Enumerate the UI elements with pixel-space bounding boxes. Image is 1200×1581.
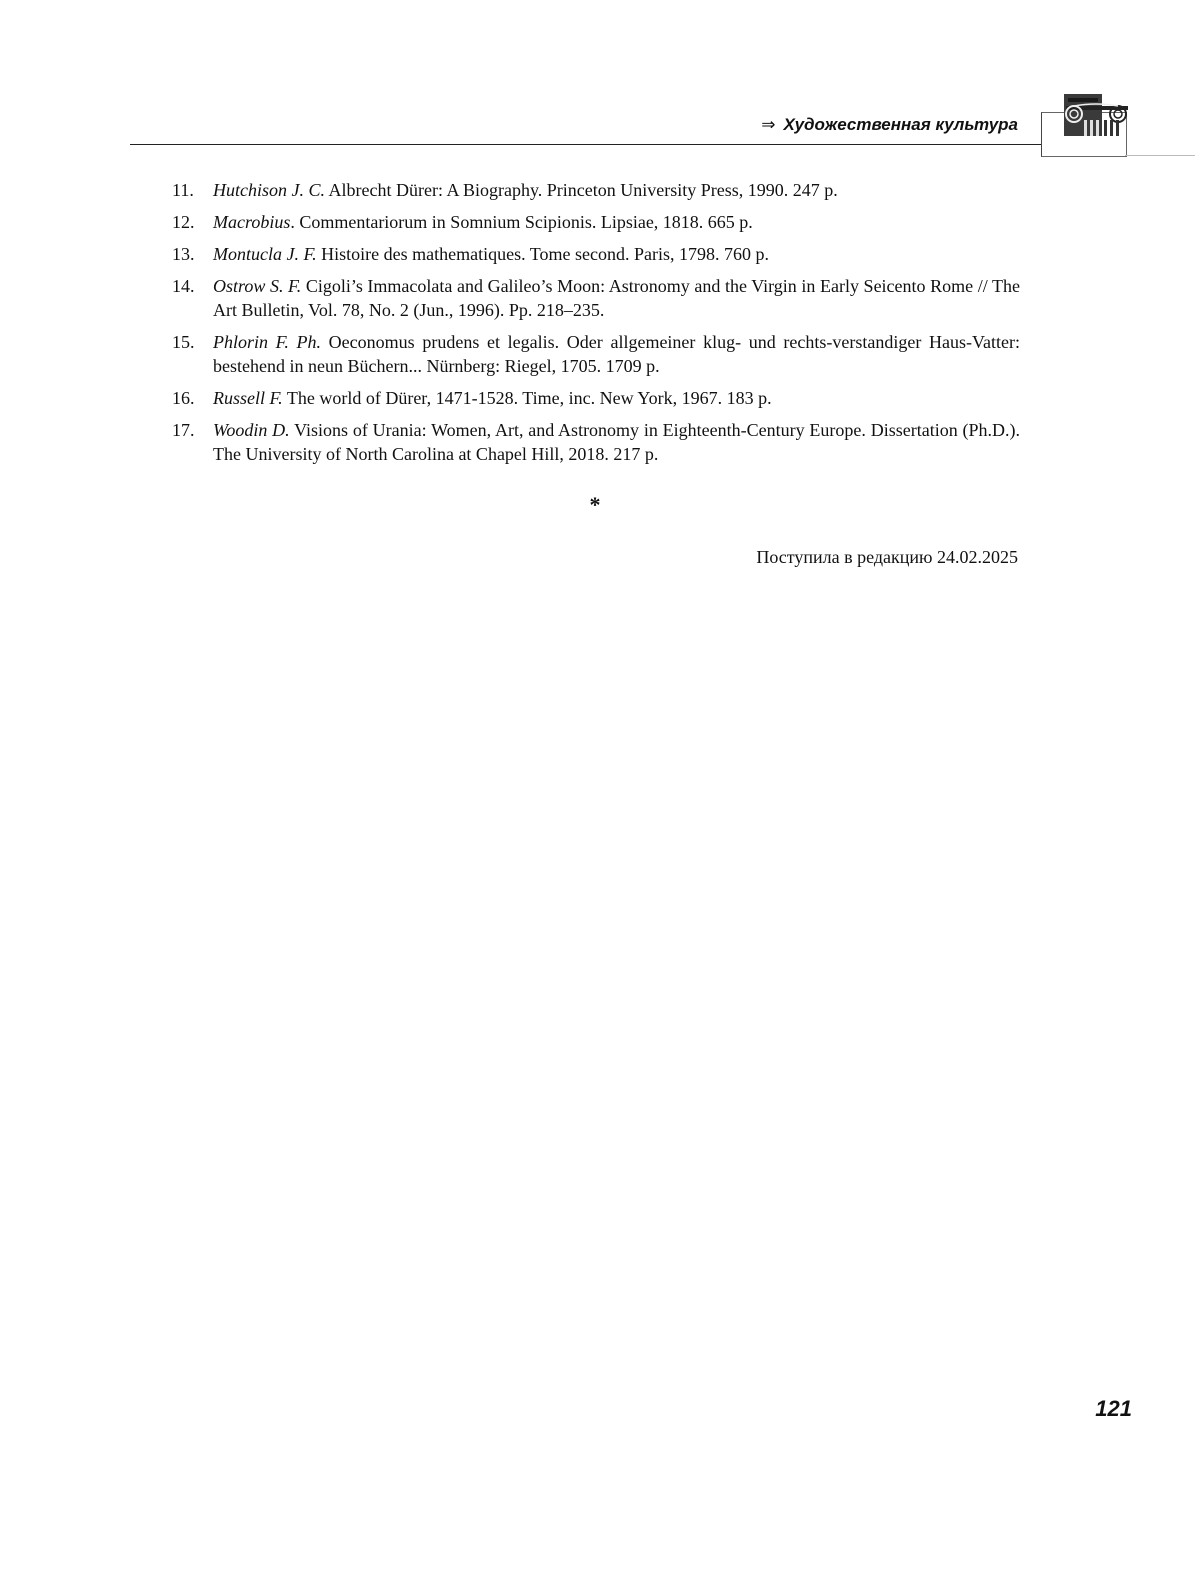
reference-item	[172, 386, 1020, 410]
received-date: Поступила в редакцию 24.02.2025	[756, 547, 1018, 567]
logo-frame-tail	[1125, 155, 1195, 156]
reference-author: Woodin D.	[213, 420, 290, 440]
reference-item	[172, 210, 1020, 234]
reference-text	[213, 178, 1020, 202]
header-rule	[130, 144, 1042, 145]
section-title: Художественная культура	[783, 115, 1018, 134]
reference-text	[213, 210, 1020, 234]
reference-text	[213, 386, 1020, 410]
reference-text	[213, 418, 1020, 466]
reference-body: The world of Dürer, 1471-1528. Time, inc. New York, 1967. 183 p.	[282, 388, 772, 408]
reference-body: Oeconomus prudens et legalis. Oder allgemeiner klug- und rechts-verstandiger Haus-Vatter: bestehend in neun Büchern... Nürnberg: Riegel, 1705. 1709 p.	[213, 332, 1020, 376]
reference-number: 16.	[172, 388, 195, 408]
reference-author: Phlorin F. Ph.	[213, 332, 322, 352]
ionic-column-icon	[1060, 92, 1132, 138]
reference-author: Russell F.	[213, 388, 283, 408]
reference-list	[172, 178, 1020, 474]
reference-item	[172, 274, 1020, 322]
reference-text	[213, 242, 1020, 266]
reference-number: 14.	[172, 276, 195, 296]
page-number: 121	[1095, 1396, 1132, 1421]
reference-item	[172, 330, 1020, 378]
running-head	[761, 115, 1018, 135]
reference-number: 12.	[172, 212, 195, 232]
reference-item	[172, 418, 1020, 466]
reference-body: Visions of Urania: Women, Art, and Astronomy in Eighteenth-Century Europe. Dissertation (Ph.D.). The University of North Carolina at Chapel Hill, 2018. 217 p.	[213, 420, 1020, 464]
reference-author: Macrobius	[213, 212, 291, 232]
reference-body: Histoire des mathematiques. Tome second. Paris, 1798. 760 p.	[316, 244, 769, 264]
reference-number: 15.	[172, 332, 195, 352]
reference-body: Albrecht Dürer: A Biography. Princeton University Press, 1990. 247 p.	[325, 180, 838, 200]
reference-number: 11.	[172, 180, 194, 200]
reference-author: Montucla J. F.	[213, 244, 317, 264]
reference-author: Hutchison J. C.	[213, 180, 325, 200]
reference-item	[172, 178, 1020, 202]
reference-author: Ostrow S. F.	[213, 276, 302, 296]
reference-number: 17.	[172, 420, 195, 440]
reference-body: Cigoli’s Immacolata and Galileo’s Moon: Astronomy and the Virgin in Early Seicento Rome // The Art Bulletin, Vol. 78, No. 2 (Jun., 1996). Pp. 218–235.	[213, 276, 1020, 320]
reference-item	[172, 242, 1020, 266]
reference-body: . Commentariorum in Somnium Scipionis. Lipsiae, 1818. 665 p.	[290, 212, 753, 232]
reference-text	[213, 274, 1020, 322]
arrow-icon: ⇒	[761, 115, 776, 134]
reference-number: 13.	[172, 244, 195, 264]
reference-text	[213, 330, 1020, 378]
section-separator: *	[589, 492, 601, 517]
